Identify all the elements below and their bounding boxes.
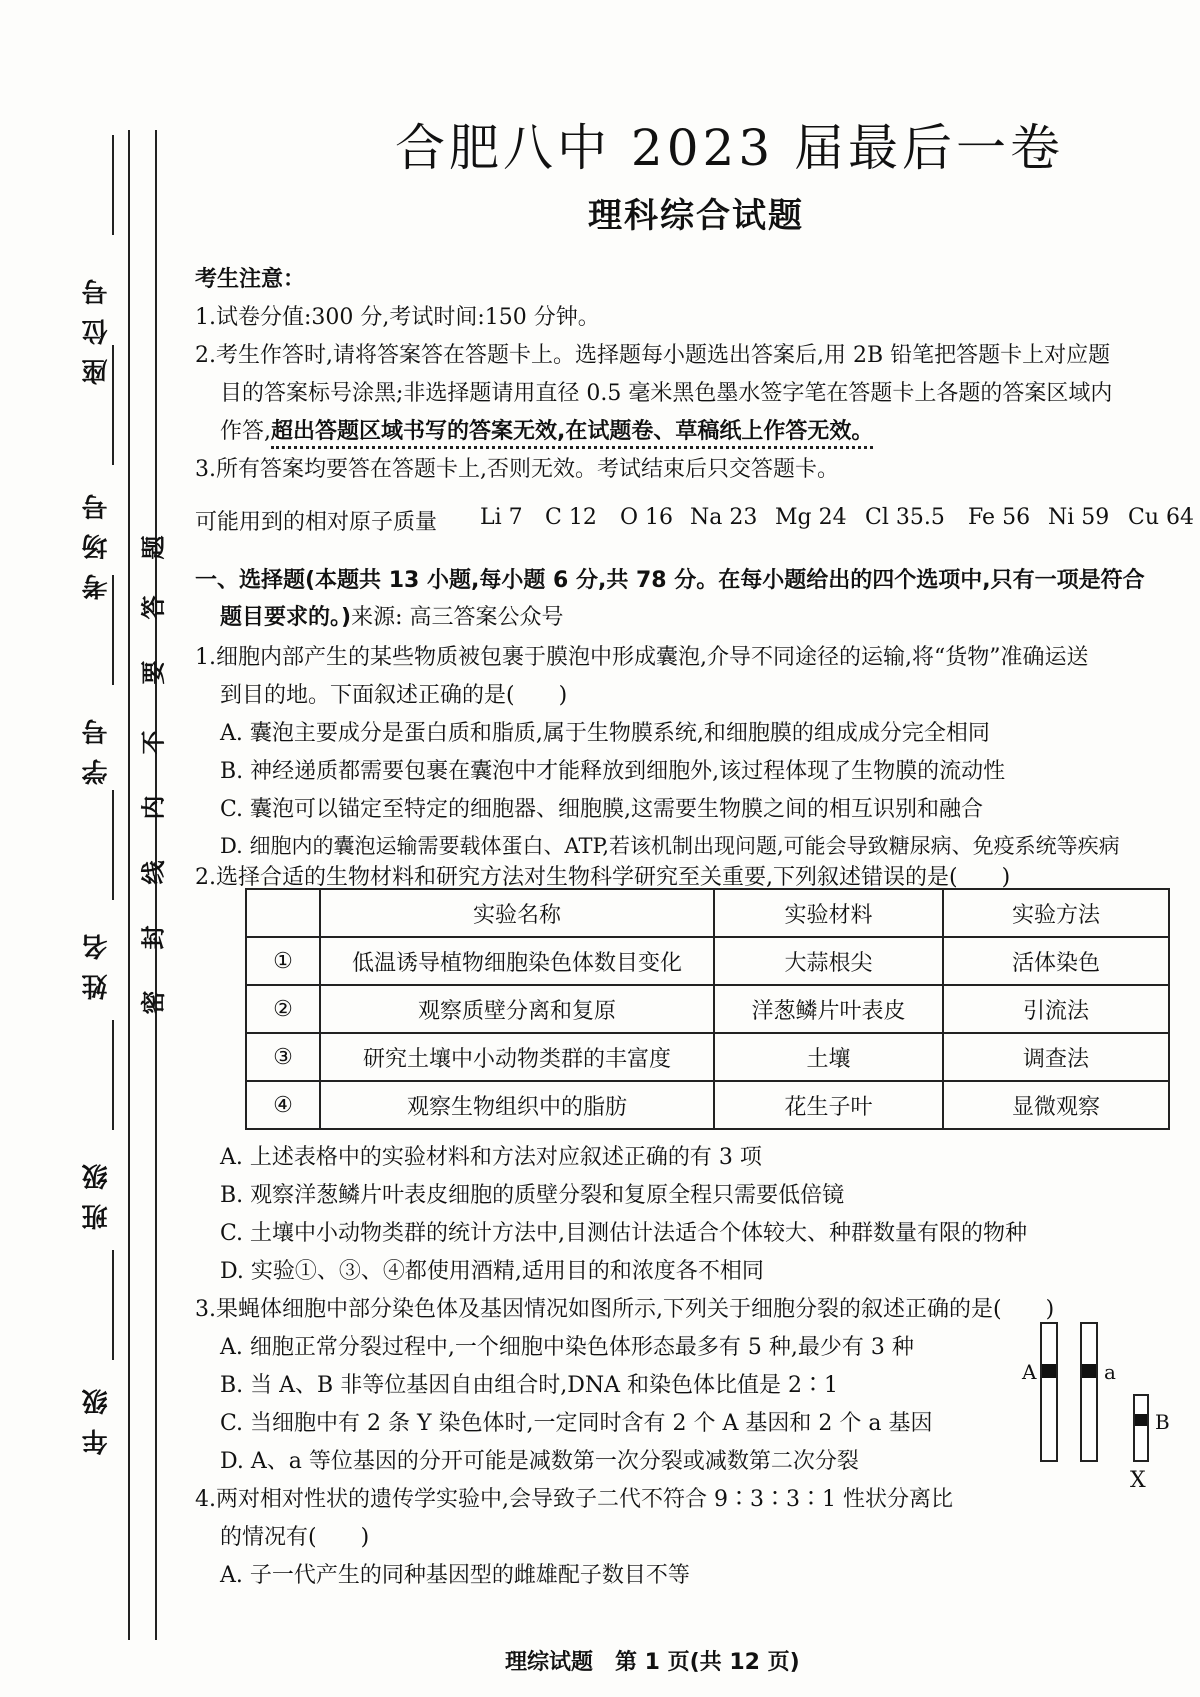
- chromosome-left: [1040, 1322, 1058, 1462]
- question-stem: 的情况有( ): [220, 1525, 370, 1550]
- gene-label-small: B: [1155, 1410, 1170, 1434]
- table-cell: 低温诱导植物细胞染色体数目变化: [320, 937, 714, 985]
- binding-margin: [0, 0, 175, 1697]
- grade-blank: [112, 1250, 114, 1360]
- question-stem: 4.两对相对性状的遗传学实验中,会导致子二代不符合 9∶3∶3∶1 性状分离比: [195, 1487, 953, 1512]
- table-cell: ④: [246, 1081, 320, 1129]
- seal-char: 不: [138, 730, 168, 755]
- seal-char: 线: [138, 860, 168, 885]
- option-d: D. A、a 等位基因的分开可能是减数第一次分裂或减数第二次分裂: [220, 1449, 859, 1474]
- table-header: 实验名称: [320, 889, 714, 937]
- class-blank: [112, 1020, 114, 1130]
- seal-char: 题: [138, 535, 168, 560]
- atomic-mass-value: Fe 56: [968, 505, 1031, 530]
- option-a: A. 囊泡主要成分是蛋白质和脂质,属于生物膜系统,和细胞膜的组成成分完全相同: [220, 721, 990, 746]
- atomic-mass-value: Ni 59: [1048, 505, 1110, 530]
- table-cell: 显微观察: [943, 1081, 1169, 1129]
- seal-char: 要: [138, 660, 168, 685]
- notice-item: 3.所有答案均要答在答题卡上,否则无效。考试结束后只交答题卡。: [195, 457, 839, 482]
- atomic-mass-value: Na 23: [690, 505, 758, 530]
- notice-item: 2.考生作答时,请将答案答在答题卡上。选择题每小题选出答案后,用 2B 铅笔把答题卡上对应题: [195, 343, 1111, 368]
- option-c: C. 土壤中小动物类群的统计方法中,目测估计法适合个体较大、种群数量有限的物种: [220, 1221, 1028, 1246]
- section-heading: 一、选择题(本题共 13 小题,每小题 6 分,共 78 分。在每小题给出的四个选项中,只有一项是符合: [195, 568, 1145, 593]
- table-cell: 花生子叶: [714, 1081, 943, 1129]
- class-label: 班级: [82, 1150, 112, 1230]
- gene-band-left: [1042, 1364, 1056, 1378]
- chromosome-right: [1080, 1322, 1098, 1462]
- option-a: A. 上述表格中的实验材料和方法对应叙述正确的有 3 项: [220, 1145, 762, 1170]
- question-stem: 1.细胞内部产生的某些物质被包裹于膜泡中形成囊泡,介导不同途径的运输,将“货物”准确运送: [195, 645, 1089, 670]
- option-b: B. 观察洋葱鳞片叶表皮细胞的质壁分裂和复原全程只需要低倍镜: [220, 1183, 845, 1208]
- name-label: 姓名: [82, 920, 112, 1000]
- student-id-label: 学号: [82, 705, 112, 785]
- experiment-table: [245, 888, 1170, 1130]
- gene-band-small: [1135, 1414, 1147, 1426]
- chromosome-small: [1133, 1394, 1149, 1462]
- table-header: 实验材料: [714, 889, 943, 937]
- atomic-mass-value: O 16: [620, 505, 674, 530]
- atomic-mass-value: Cu 64: [1128, 505, 1194, 530]
- exam-room-blank: [112, 345, 114, 465]
- seat-number-blank: [112, 135, 114, 235]
- table-cell: 大蒜根尖: [714, 937, 943, 985]
- seal-char: 密: [138, 990, 168, 1015]
- atomic-mass-value: Mg 24: [775, 505, 847, 530]
- atomic-mass-label: 可能用到的相对原子质量: [195, 510, 438, 535]
- table-header-row: [246, 889, 1169, 937]
- table-header: 实验方法: [943, 889, 1169, 937]
- table-row: [246, 1081, 1169, 1129]
- option-d: D. 细胞内的囊泡运输需要载体蛋白、ATP,若该机制出现问题,可能会导致糖尿病、免疫系统等疾病: [220, 834, 1120, 858]
- table-cell: 土壤: [714, 1033, 943, 1081]
- notice-heading: 考生注意：: [195, 267, 306, 292]
- option-a: A. 子一代产生的同种基因型的雌雄配子数目不等: [220, 1563, 690, 1588]
- table-cell: 研究土壤中小动物类群的丰富度: [320, 1033, 714, 1081]
- seal-char: 封: [138, 925, 168, 950]
- table-row: [246, 1033, 1169, 1081]
- table-cell: 洋葱鳞片叶表皮: [714, 985, 943, 1033]
- table-row: [246, 985, 1169, 1033]
- notice-item: 目的答案标号涂黑;非选择题请用直径 0.5 毫米黑色墨水签字笔在答题卡上各题的答案区域内: [220, 381, 1113, 406]
- table-header: [246, 889, 320, 937]
- atomic-mass-value: Cl 35.5: [865, 505, 945, 530]
- option-b: B. 当 A、B 非等位基因自由组合时,DNA 和染色体比值是 2∶1: [220, 1373, 838, 1398]
- margin-line-outer: [128, 130, 130, 1640]
- option-c: C. 当细胞中有 2 条 Y 染色体时,一定同时含有 2 个 A 基因和 2 个 a 基因: [220, 1411, 933, 1436]
- paper-title: 合肥八中 2023 届最后一卷: [395, 119, 1065, 177]
- option-d: D. 实验①、③、④都使用酒精,适用目的和浓度各不相同: [220, 1259, 764, 1284]
- question-stem: 2.选择合适的生物材料和研究方法对生物科学研究至关重要,下列叙述错误的是( ): [195, 865, 1011, 890]
- option-b: B. 神经递质都需要包裹在囊泡中才能释放到细胞外,该过程体现了生物膜的流动性: [220, 759, 1006, 784]
- gene-band-right: [1082, 1364, 1096, 1378]
- atomic-mass-value: C 12: [545, 505, 597, 530]
- chromosome-x-label: X: [1130, 1468, 1146, 1493]
- section-heading-end: 题目要求的。): [220, 605, 352, 630]
- student-id-blank: [112, 575, 114, 685]
- table-cell: 调查法: [943, 1033, 1169, 1081]
- table-cell: 引流法: [943, 985, 1169, 1033]
- seat-number-label: 座位号: [82, 265, 112, 385]
- table-cell: ②: [246, 985, 320, 1033]
- table-row: [246, 937, 1169, 985]
- page-footer: 理综试题 第 1 页(共 12 页): [505, 1650, 800, 1675]
- option-c: C. 囊泡可以锚定至特定的细胞器、细胞膜,这需要生物膜之间的相互识别和融合: [220, 797, 984, 822]
- exam-room-label: 考场号: [82, 480, 112, 600]
- notice-emphasis: 超出答题区域书写的答案无效,在试题卷、草稿纸上作答无效。: [271, 419, 873, 449]
- grade-label: 年级: [82, 1375, 112, 1455]
- table-cell: ①: [246, 937, 320, 985]
- source-note: 来源: 高三答案公众号: [351, 605, 564, 630]
- atomic-mass-value: Li 7: [480, 505, 523, 530]
- notice-item: [220, 414, 873, 445]
- gene-label-right: a: [1104, 1360, 1116, 1384]
- section-heading-cont: [220, 600, 563, 631]
- notice-text: 作答,: [220, 419, 271, 444]
- paper-subtitle: 理科综合试题: [588, 196, 804, 236]
- table-cell: 观察质壁分离和复原: [320, 985, 714, 1033]
- table-cell: 观察生物组织中的脂肪: [320, 1081, 714, 1129]
- table-cell: 活体染色: [943, 937, 1169, 985]
- seal-char: 内: [138, 795, 168, 820]
- question-stem: 到目的地。下面叙述正确的是( ): [220, 683, 568, 708]
- gene-label-left: A: [1022, 1360, 1037, 1384]
- name-blank: [112, 790, 114, 900]
- table-cell: ③: [246, 1033, 320, 1081]
- option-a: A. 细胞正常分裂过程中,一个细胞中染色体形态最多有 5 种,最少有 3 种: [220, 1335, 914, 1360]
- notice-item: 1.试卷分值:300 分,考试时间:150 分钟。: [195, 305, 600, 330]
- seal-char: 答: [138, 595, 168, 620]
- question-stem: 3.果蝇体细胞中部分染色体及基因情况如图所示,下列关于细胞分裂的叙述正确的是( ): [195, 1297, 1055, 1322]
